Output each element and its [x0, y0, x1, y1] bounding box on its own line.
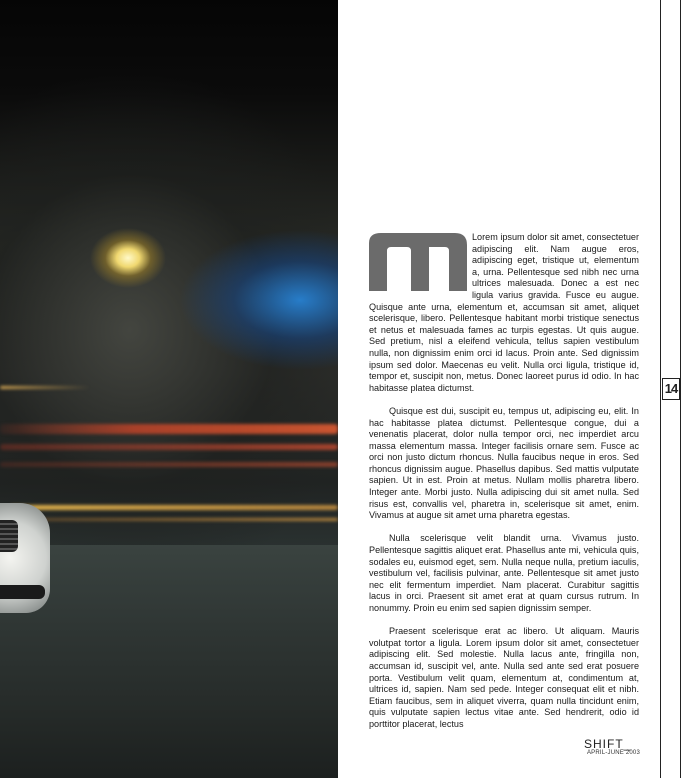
- article-body: [369, 232, 639, 742]
- paragraph: Praesent scelerisque erat ac libero. Ut aliquam. Mauris volutpat tortor a ligula. Lorem ipsum dolor sit amet, consectetuer adipiscing elit. Sed molestie. Nulla lacus ante, fringilla non, accumsan id, suscipit vel, ante. Nulla sed ante sed erat posuere porta. Vestibulum velit quam, elementum at, condimentum at, ultrices id, sapien. Nam sed pede. Integer consequat elit et nibh. Etiam faucibus, sem in aliquet viverra, quam nulla tincidunt enim, quis vulputate sapien lectus vitae ante. Sed hendrerit, odio id porttitor placerat, lectus: [369, 626, 639, 729]
- paragraph: [369, 232, 639, 394]
- light-streak: [0, 444, 338, 450]
- margin-rule: [680, 0, 681, 778]
- paragraph: Nulla scelerisque velit blandit urna. Vivamus justo. Pellentesque sagittis aliquet erat. Phasellus ante mi, vehicula quis, sodales eu, euismod eget, sem. Nulla neque nulla, pretium iaculis, vestibulum vel, facilisis pulvinar, ante. Pellentesque sit amet justo nec elit fermentum imperdiet. Nam placerat. Curabitur sagittis lacus in orci. Praesent sit amet erat at quam cursus rutrum. In nonummy. Proin eu enim sed sapien dignissim semper.: [369, 533, 639, 613]
- issue-date: APRIL-JUNE 2003: [586, 750, 640, 756]
- shift-logo: [584, 737, 640, 751]
- light-streak: [40, 518, 338, 521]
- page-number: 14: [662, 378, 680, 400]
- car-bumper: [0, 585, 45, 599]
- paragraph: Quisque est dui, suscipit eu, tempus ut, adipiscing eu, elit. In hac habitasse platea dictumst. Pellentesque congue, dui a venenatis placerat, dolor nulla tempor orci, nec imperdiet arcu massa elementum massa. Integer facilisis ornare sem. Fusce ac orci non justo dictum rhoncus. Nulla faucibus neque in eros. Sed rhoncus dignissim augue. Phasellus dapibus. Sed mattis vulputate sapien. Ut in est. Proin at metus. Nullam mollis pharetra libero. Integer ante. Morbi justo. Nulla adipiscing dui sit amet nulla. Sed risus est, convallis vel, pharetra in, scelerisque sit amet, enim. Vivamus at augue sit amet urna pharetra egestas.: [369, 405, 639, 521]
- light-streak: [0, 462, 338, 467]
- night-car-photo: [0, 0, 338, 778]
- light-streak: [0, 424, 338, 434]
- light-streak: [0, 386, 90, 389]
- road-surface: [0, 545, 338, 778]
- car-grille: [0, 520, 18, 552]
- margin-rule: [660, 0, 661, 778]
- dropcap-m: [369, 233, 467, 291]
- light-streak: [10, 505, 338, 510]
- paragraph-text: Lorem ipsum dolor sit amet, consectetuer adipiscing elit. Nam augue eros, adipiscing eget, tristique ut, elementum a, urna. Pellentesque sed nibh nec urna ultrices malesuada. Donec a est nec ligula varius gravida. Fusce eu augue. Quisque ante urna, elementum et, accumsan sit amet, aliquet scelerisque, libero. Pellentesque habitant morbi tristique senectus et netus et malesuada fames ac turpis egestas. Ut quis augue. Sed pretium, nisl a eleifend vehicula, tellus sapien vestibulum nulla, non dignissim enim orci id lacus. Proin ante. Sed dignissim ipsum sed dolor. Maecenas eu velit. Nulla orci ligula, tristique id, tempor et, suscipit non, metus. Donec laoreet purus id odio. In hac habitasse platea dictumst.: [369, 232, 639, 393]
- logo-text: SHIFT_: [584, 737, 632, 751]
